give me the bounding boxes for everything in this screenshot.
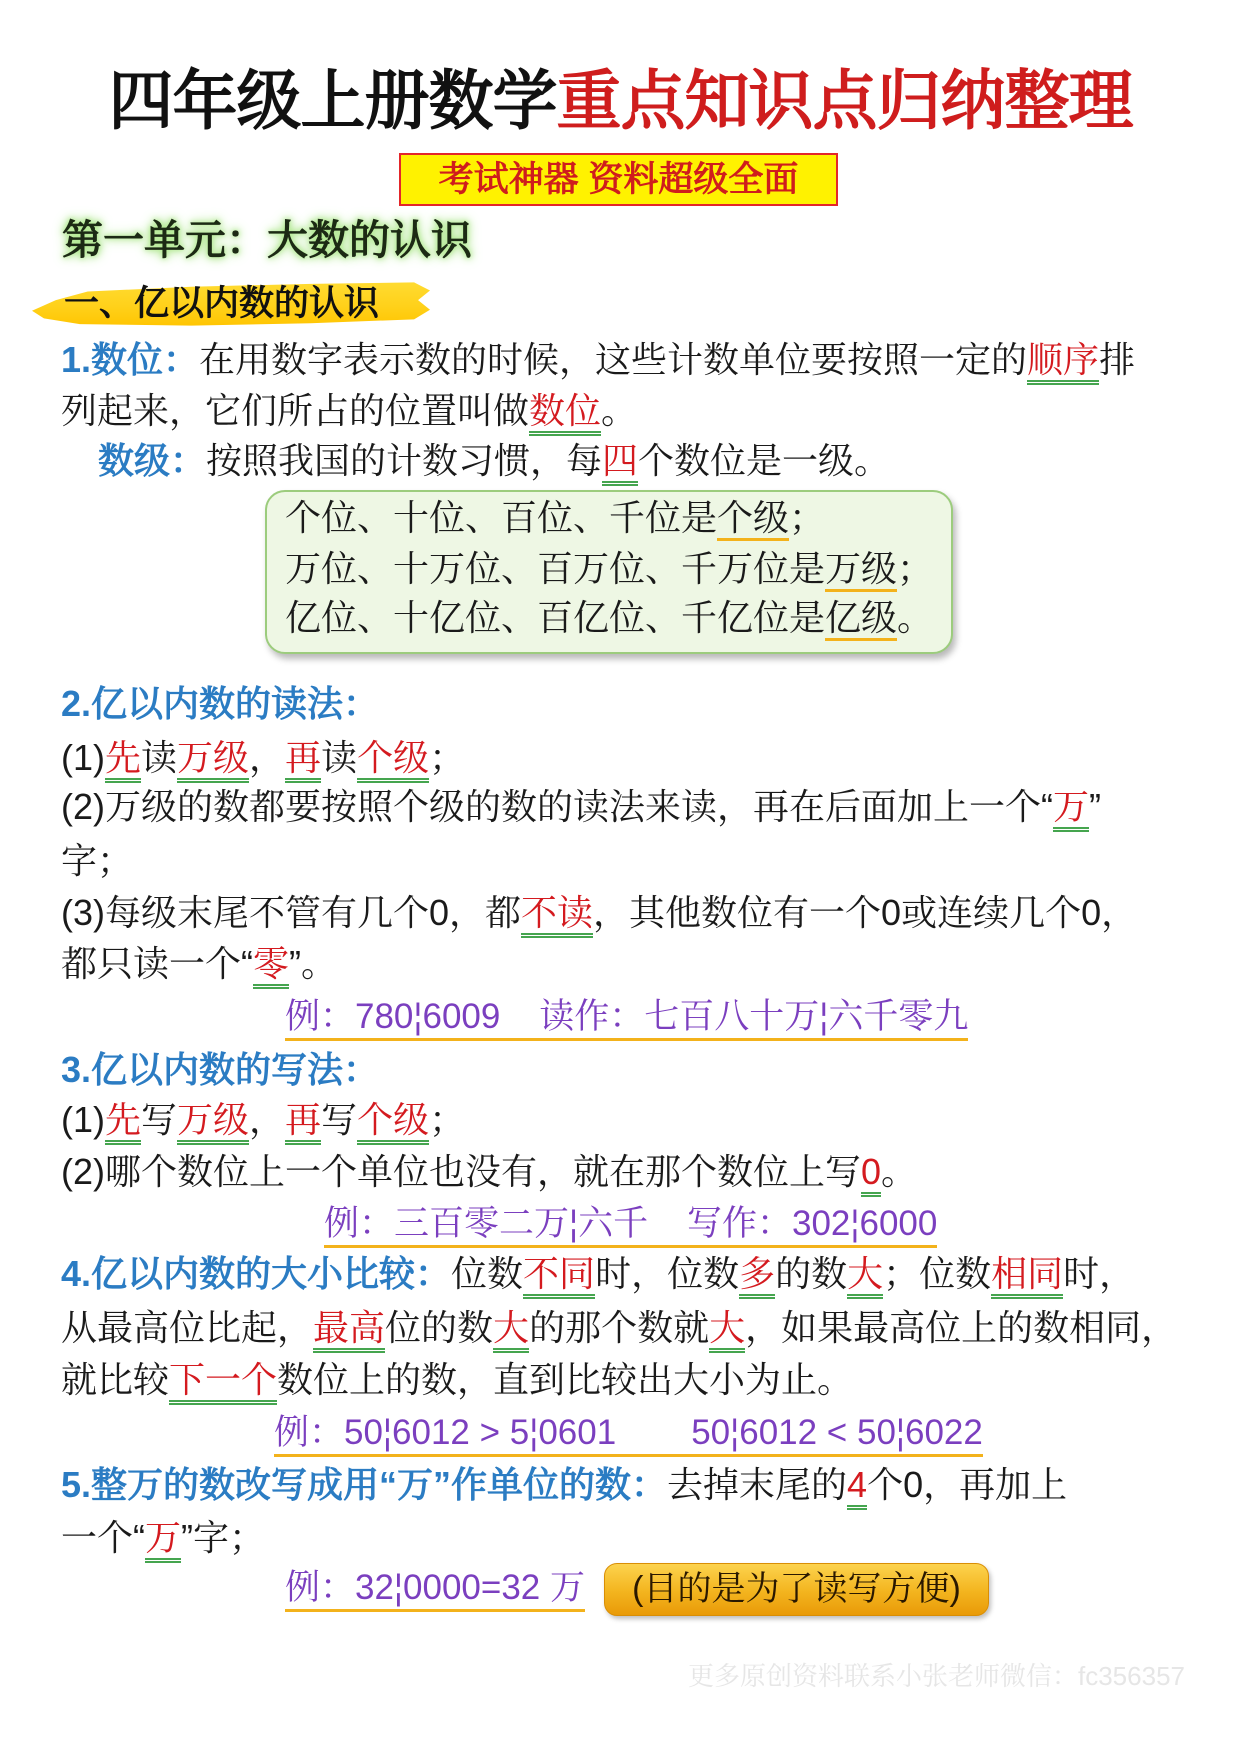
- body-text: 时，: [1063, 1253, 1136, 1294]
- point2-example: 例：780¦6009 读作：七百八十万¦六千零九: [285, 996, 968, 1041]
- body-text: 就比较: [61, 1359, 170, 1400]
- key-term: 0: [861, 1151, 881, 1197]
- level-term: 个级: [717, 497, 789, 541]
- point4-label: 4.亿以内数的大小比较：: [61, 1253, 452, 1294]
- point4-line1: [61, 1249, 1135, 1299]
- key-term: 零: [253, 943, 289, 989]
- key-term: 先: [105, 737, 141, 783]
- title-part-red: 重点知识点归纳整理: [556, 64, 1133, 137]
- point1-label: 1.数位：: [61, 339, 200, 380]
- point2-line1: [61, 733, 465, 783]
- point5-label: 5.整万的数改写成用“万”作单位的数：: [61, 1464, 668, 1505]
- unit-heading: 第一单元：大数的认识: [62, 217, 472, 263]
- point2-line2: [61, 782, 1101, 832]
- body-text: 字；: [61, 840, 134, 881]
- box-line-ones-level: [285, 493, 825, 543]
- key-term: 再: [285, 737, 321, 783]
- body-text: (1): [61, 1099, 105, 1140]
- key-term: 万: [1053, 786, 1089, 832]
- key-term: 大: [493, 1307, 529, 1353]
- body-text: 排: [1099, 339, 1136, 380]
- point4-example: [274, 1412, 983, 1457]
- body-text: 万位、十万位、百万位、千万位是: [285, 548, 826, 589]
- key-term: 不读: [521, 892, 593, 938]
- body-text: (3)每级末尾不管有几个0，都: [61, 892, 522, 933]
- body-text: ；位数: [883, 1253, 992, 1294]
- point3-example: 例：三百零二万¦六千 写作：302¦6000: [324, 1203, 937, 1248]
- body-text: 。: [881, 1151, 918, 1192]
- title-part-black: 四年级上册数学: [108, 64, 557, 137]
- key-term: 4: [847, 1464, 867, 1510]
- point3-line2: [61, 1147, 917, 1197]
- body-text: 从最高位比起，: [61, 1307, 314, 1348]
- section-heading: 一、亿以内数的认识: [64, 284, 380, 323]
- body-text: ；: [897, 548, 934, 589]
- key-term: 四: [602, 440, 638, 486]
- point2-line5: [61, 939, 337, 989]
- body-text: 读: [141, 737, 178, 778]
- body-text: ”: [1089, 786, 1102, 827]
- number-level-label: 数级：: [98, 440, 207, 481]
- body-text: ；: [429, 1099, 466, 1140]
- body-text: (2)哪个数位上一个单位也没有，就在那个数位上写: [61, 1151, 861, 1192]
- key-term: 个级: [357, 737, 429, 783]
- purpose-note-badge: (目的是为了读写方便): [604, 1563, 989, 1616]
- key-term: 相同: [991, 1253, 1063, 1299]
- point2-line3: [61, 836, 133, 886]
- watermark-text: 更多原创资料联系小张老师微信：fc356357: [688, 1661, 1185, 1691]
- body-text: 都只读一个“: [61, 943, 253, 984]
- body-text: ”。: [289, 943, 338, 984]
- level-term: 万级: [825, 548, 897, 592]
- example-comparison-greater: 例：50¦6012 > 5¦0601: [274, 1413, 617, 1452]
- point4-line2: [61, 1303, 1177, 1353]
- key-term: 万级: [177, 737, 249, 783]
- key-term: 不同: [523, 1253, 595, 1299]
- key-term: 多: [739, 1253, 775, 1299]
- key-term: 大: [709, 1307, 745, 1353]
- box-line-yi-level: [285, 593, 933, 643]
- body-text: 按照我国的计数习惯，每: [206, 440, 603, 481]
- body-text: 写: [141, 1099, 178, 1140]
- body-text: 位数: [451, 1253, 524, 1294]
- body-text: 个数位是一级。: [638, 440, 891, 481]
- body-text: 数位上的数，直到比较出大小为止。: [277, 1359, 854, 1400]
- point3-line1: [61, 1095, 465, 1145]
- body-text: 亿位、十亿位、百亿位、千亿位是: [285, 597, 826, 638]
- body-text: 时，位数: [595, 1253, 740, 1294]
- box-line-wan-level: [285, 544, 933, 594]
- body-text: 。: [601, 390, 638, 431]
- subtitle-banner: 考试神器 资料超级全面: [399, 153, 838, 206]
- body-text: 个0，再加上: [867, 1464, 1068, 1505]
- body-text: ，: [249, 1099, 286, 1140]
- body-text: 列起来，它们所占的位置叫做: [61, 390, 530, 431]
- number-levels-box: [265, 490, 953, 654]
- key-term: 万: [145, 1517, 181, 1563]
- body-text: ；: [789, 497, 826, 538]
- body-text: 去掉末尾的: [667, 1464, 848, 1505]
- point5-example: 例：32¦0000=32 万: [285, 1567, 585, 1612]
- body-text: 。: [897, 597, 934, 638]
- point2-heading: [61, 679, 379, 729]
- key-term: 个级: [357, 1099, 429, 1145]
- point1-line2: [61, 386, 637, 436]
- point2-label: 2.亿以内数的读法：: [61, 683, 380, 724]
- body-text: 读: [321, 737, 358, 778]
- point2-line4: [61, 888, 1137, 938]
- page-title: [0, 58, 1241, 144]
- point5-line2: [61, 1513, 265, 1563]
- point5-line1: [61, 1460, 1067, 1510]
- body-text: (2)万级的数都要按照个级的数的读法来读，再在后面加上一个“: [61, 786, 1053, 827]
- body-text: ；: [429, 737, 466, 778]
- point4-line3: [61, 1355, 853, 1405]
- example-comparison-less: 50¦6012 < 50¦6022: [691, 1413, 983, 1452]
- body-text: ，其他数位有一个0或连续几个0，: [593, 892, 1138, 933]
- key-term: 再: [285, 1099, 321, 1145]
- body-text: 在用数字表示数的时候，这些计数单位要按照一定的: [199, 339, 1028, 380]
- key-term: 先: [105, 1099, 141, 1145]
- point1-line1: [61, 335, 1135, 385]
- body-text: 写: [321, 1099, 358, 1140]
- point3-label: 3.亿以内数的写法：: [61, 1049, 380, 1090]
- point1-line3: [98, 436, 890, 486]
- key-term: 顺序: [1027, 339, 1099, 385]
- body-text: ，如果最高位上的数相同，: [745, 1307, 1178, 1348]
- key-term: 下一个: [169, 1359, 277, 1405]
- body-text: 一个“: [61, 1517, 145, 1558]
- key-term: 万级: [177, 1099, 249, 1145]
- key-term: 大: [847, 1253, 883, 1299]
- body-text: (1): [61, 737, 105, 778]
- body-text: 的数: [775, 1253, 848, 1294]
- point3-heading: [61, 1045, 379, 1095]
- body-text: ”字；: [181, 1517, 266, 1558]
- body-text: ，: [249, 737, 286, 778]
- level-term: 亿级: [825, 597, 897, 641]
- key-term: 最高: [313, 1307, 385, 1353]
- body-text: 的那个数就: [529, 1307, 710, 1348]
- body-text: 个位、十位、百位、千位是: [285, 497, 718, 538]
- key-term: 数位: [529, 390, 601, 436]
- body-text: 位的数: [385, 1307, 494, 1348]
